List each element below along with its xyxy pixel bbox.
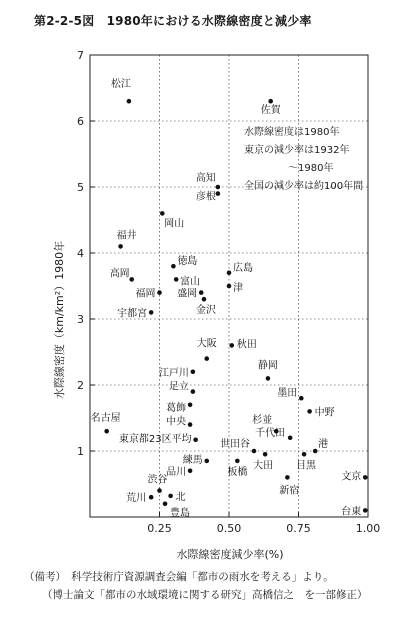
point-label: 高知 [195, 173, 216, 184]
point-label: 荒川 [126, 493, 147, 505]
data-point [285, 475, 290, 480]
point-label: 大田 [253, 460, 274, 472]
data-point [157, 290, 162, 295]
annotation-line: 東京の減少率は1932年 [244, 145, 350, 156]
point-label: 品川 [166, 466, 187, 478]
data-point [229, 343, 234, 348]
data-point [227, 284, 232, 289]
data-point [171, 264, 176, 269]
data-point [149, 495, 154, 500]
data-point [149, 310, 154, 315]
point-label: 練馬 [182, 454, 203, 466]
point-label: 港 [318, 439, 329, 450]
point-label: 文京 [341, 471, 362, 483]
point-label: 杉並 [252, 415, 273, 427]
data-point [227, 271, 232, 276]
data-point [157, 488, 162, 493]
data-point [160, 211, 165, 216]
y-tick-label: 6 [77, 115, 84, 128]
point-label: 目黒 [296, 460, 317, 472]
point-label: 新宿 [279, 485, 300, 497]
annotation-line: ～1980年 [288, 163, 334, 174]
point-label: 世田谷 [220, 439, 251, 450]
y-tick-label: 4 [77, 247, 84, 260]
y-tick-label: 2 [77, 379, 84, 392]
x-axis-label: 水際線密度減少率(%) [176, 548, 284, 561]
point-label: 広島 [233, 262, 253, 274]
point-label: 富山 [180, 276, 201, 288]
point-label: 津 [233, 283, 243, 294]
data-point [193, 437, 198, 442]
data-point [118, 244, 123, 249]
data-point [252, 449, 257, 454]
chart-ticks [77, 49, 380, 535]
data-point [191, 389, 196, 394]
data-point [129, 277, 134, 282]
point-label: 秋田 [236, 339, 257, 351]
y-tick-label: 1 [77, 445, 84, 458]
point-label: 千代田 [255, 427, 286, 439]
y-tick-label: 5 [77, 181, 84, 194]
y-tick-label: 3 [77, 313, 84, 326]
data-point [216, 191, 221, 196]
annotation-line: 水際線密度は1980年 [244, 127, 340, 138]
data-point [204, 356, 209, 361]
x-tick-label: 0.25 [147, 522, 172, 535]
point-label: 中野 [314, 407, 335, 419]
source-note: （備考） 科学技術庁資源調査会編「都市の雨水を考える」より。 [24, 571, 334, 583]
data-point [199, 290, 204, 295]
data-point [174, 277, 179, 282]
data-point [288, 436, 293, 441]
point-label: 板橋 [227, 466, 248, 478]
data-point [299, 396, 304, 401]
data-point [168, 494, 173, 499]
data-point [104, 429, 109, 434]
data-point [302, 452, 307, 457]
data-point [188, 403, 193, 408]
data-point [307, 409, 312, 414]
data-point [235, 459, 240, 464]
data-point [263, 452, 268, 457]
point-label: 静岡 [257, 360, 278, 372]
data-point [163, 502, 168, 507]
point-label: 松江 [110, 79, 131, 91]
point-label: 盛岡 [177, 288, 198, 300]
point-label: 宇都宮 [117, 308, 148, 320]
point-label: 高岡 [109, 268, 130, 280]
point-label: 足立 [168, 381, 189, 393]
point-label: 台東 [341, 506, 362, 518]
data-point [268, 99, 273, 104]
point-label: 岡山 [164, 218, 185, 230]
point-label: 豊島 [170, 507, 191, 519]
data-point [202, 297, 207, 302]
annotation-line: 全国の減少率は約100年間 [244, 181, 364, 192]
figure-title: 第2-2-5図 1980年における水際線密度と減少率 [34, 14, 312, 28]
data-point [313, 449, 318, 454]
x-tick-label: 1.00 [355, 522, 381, 535]
point-label: 福井 [116, 230, 137, 242]
source-note-detail: （博士論文「都市の水域環境に関する研究」高橋信之 を一部修正） [42, 589, 368, 601]
y-tick-label: 7 [77, 49, 84, 62]
point-label: 葛飾 [166, 402, 187, 414]
data-point [216, 185, 221, 190]
point-label: 佐賀 [260, 105, 281, 117]
point-label: 金沢 [195, 305, 216, 317]
point-label: 北 [175, 491, 186, 503]
x-tick-label: 0.50 [216, 522, 242, 535]
data-point [363, 475, 368, 480]
point-label: 名古屋 [90, 413, 121, 425]
point-label: 江戸川 [158, 367, 189, 379]
data-point [188, 422, 193, 427]
point-label: 徳島 [177, 256, 198, 268]
y-axis-label: 水際線密度（km/km²）1980年 [53, 240, 66, 400]
point-label: 中央 [166, 416, 187, 428]
point-label: 渋谷 [147, 474, 168, 486]
data-point [191, 370, 196, 375]
point-label: 大阪 [196, 338, 217, 350]
point-label: 彦根 [195, 191, 216, 203]
point-label: 東京都23区平均 [118, 433, 192, 445]
data-point [204, 459, 209, 464]
data-point [188, 469, 193, 474]
data-point [266, 376, 271, 381]
point-label: 福岡 [135, 288, 156, 300]
point-label: 墨田 [277, 388, 298, 400]
data-point [127, 99, 132, 104]
data-point [363, 508, 368, 513]
x-tick-label: 0.75 [286, 522, 311, 535]
chart-annotation [244, 124, 363, 196]
